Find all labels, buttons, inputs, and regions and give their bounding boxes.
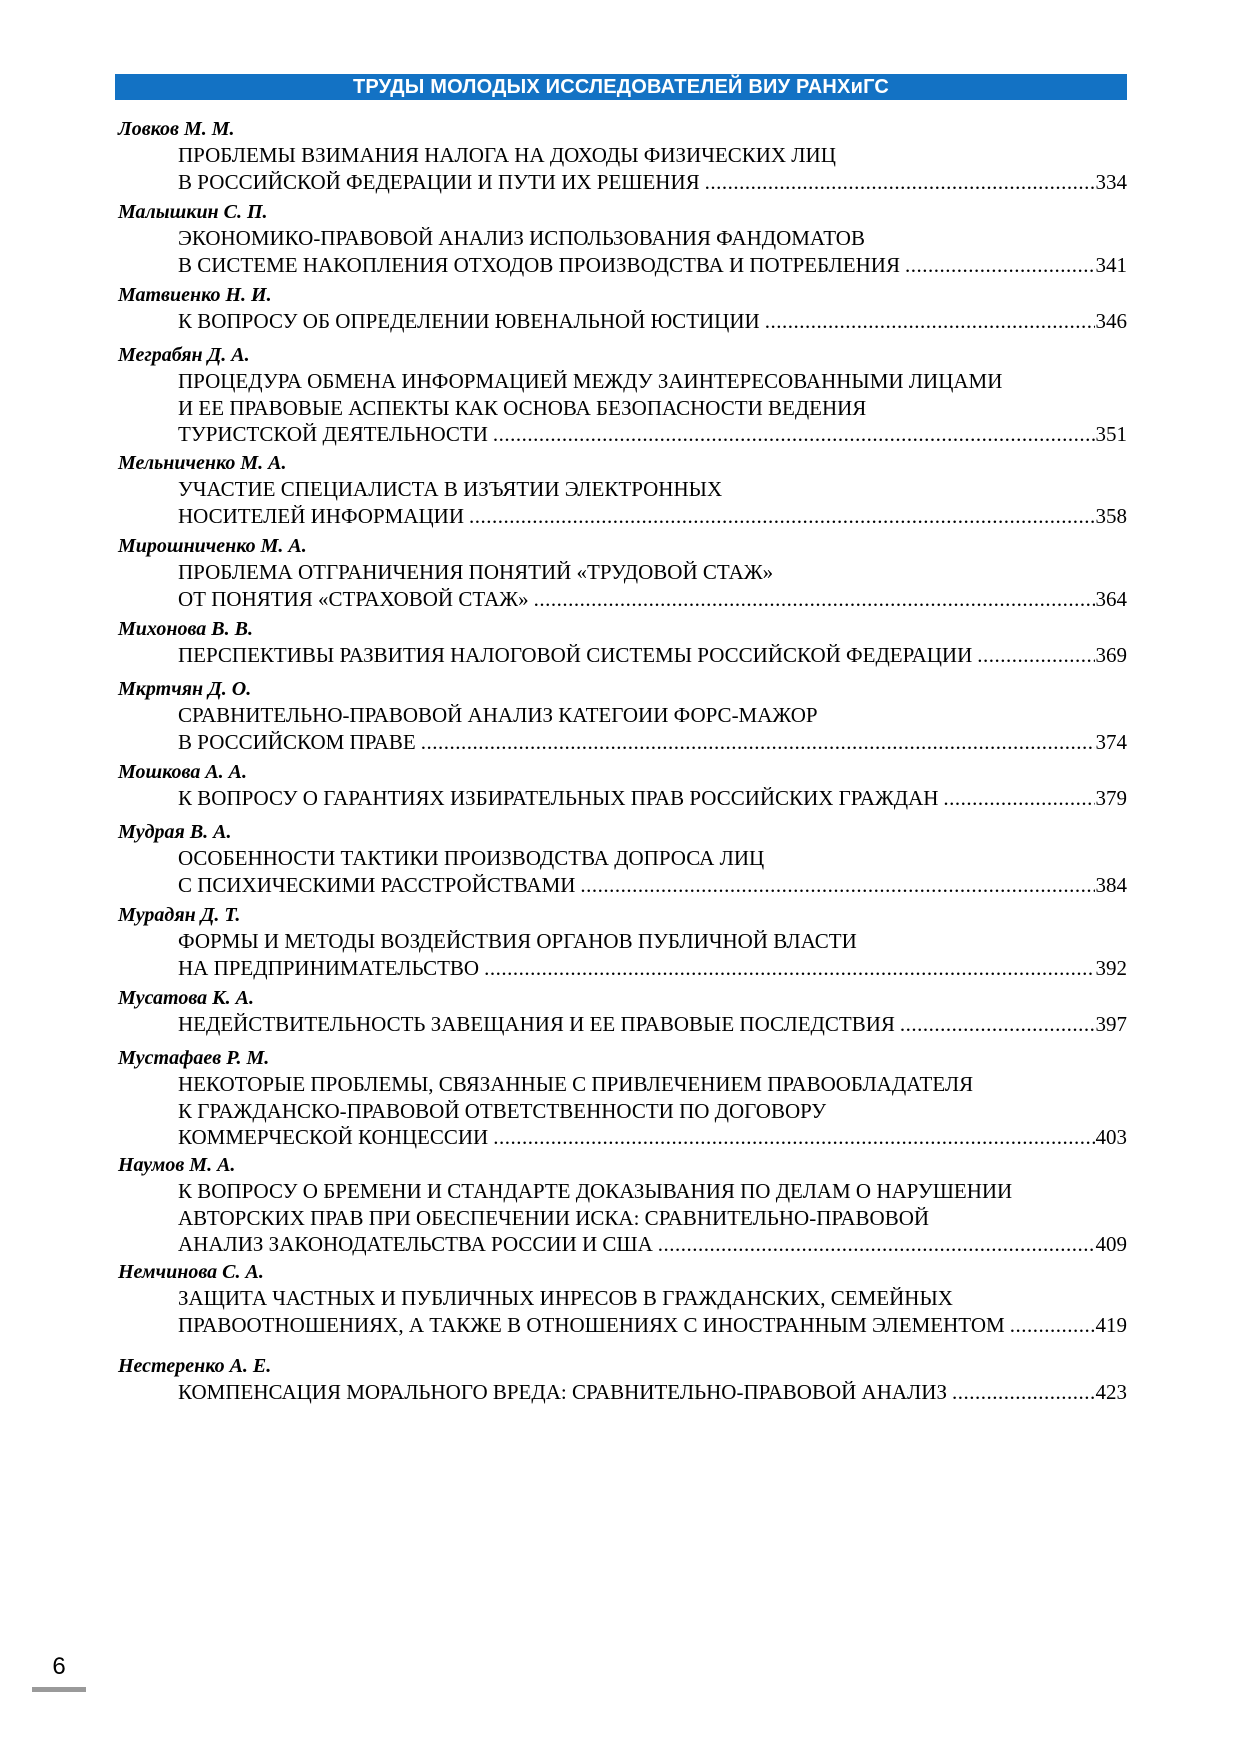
dot-leader xyxy=(977,642,1094,669)
toc-entry-title-line xyxy=(178,225,1127,252)
toc-entry-title-line xyxy=(178,928,1127,955)
toc-entry xyxy=(118,1045,1127,1151)
dot-leader xyxy=(952,1379,1095,1406)
toc-entry xyxy=(118,1353,1127,1406)
toc-entry-page-number: 423 xyxy=(1095,1380,1127,1404)
toc-entry-author: Немчинова С. А. xyxy=(118,1261,264,1283)
toc-entry-page-number: 397 xyxy=(1095,1012,1127,1036)
toc-entry-title-line xyxy=(178,872,1127,899)
toc-entry-title-line xyxy=(178,1312,1127,1339)
toc-entry xyxy=(118,450,1127,529)
toc-entry-title-text: УЧАСТИЕ СПЕЦИАЛИСТА В ИЗЪЯТИИ ЭЛЕКТРОННЫХ xyxy=(178,477,723,501)
dot-leader xyxy=(943,785,1094,812)
toc-entry-title-text: С ПСИХИЧЕСКИМИ РАССТРОЙСТВАМИ xyxy=(178,872,576,897)
toc-entry-author: Меграбян Д. А. xyxy=(118,344,250,366)
toc-entry-author: Мирошниченко М. А. xyxy=(118,535,307,557)
toc-entry-title-line xyxy=(178,1205,1127,1232)
toc-entry-page-number: 341 xyxy=(1095,252,1127,277)
toc-entry-title-line xyxy=(178,1071,1127,1098)
toc-entry-title-line xyxy=(178,1124,1127,1151)
toc-entry-page-number: 419 xyxy=(1095,1312,1127,1337)
toc-entry-title-line xyxy=(178,395,1127,422)
toc-entry-title-line xyxy=(178,252,1127,279)
toc-entry-page-number: 374 xyxy=(1095,729,1127,754)
dot-leader xyxy=(905,252,1095,279)
toc-entry-page-number: 334 xyxy=(1095,169,1127,194)
dot-leader xyxy=(705,169,1095,196)
toc-entry-page-number: 392 xyxy=(1095,955,1127,980)
toc-entry-title-text: К ВОПРОСУ ОБ ОПРЕДЕЛЕНИИ ЮВЕНАЛЬНОЙ ЮСТИЦИИ xyxy=(178,309,760,333)
toc-entry-author: Ловков М. М. xyxy=(118,118,235,140)
toc-entry-title-line xyxy=(178,1285,1127,1312)
dot-leader xyxy=(1010,1312,1095,1339)
page-number: 6 xyxy=(52,1653,66,1680)
toc-entry-page-number: 403 xyxy=(1095,1125,1127,1149)
toc-entry-title-text: НЕКОТОРЫЕ ПРОБЛЕМЫ, СВЯЗАННЫЕ С ПРИВЛЕЧЕНИЕМ ПРАВООБЛАДАТЕЛЯ xyxy=(178,1072,974,1096)
toc-entry-title-text: ЗАЩИТА ЧАСТНЫХ И ПУБЛИЧНЫХ ИНРЕСОВ В ГРАЖДАНСКИХ, СЕМЕЙНЫХ xyxy=(178,1286,953,1310)
toc-entry-title-text: ПРОБЛЕМА ОТГРАНИЧЕНИЯ ПОНЯТИЙ «ТРУДОВОЙ СТАЖ» xyxy=(178,560,774,584)
toc-entry-title-line xyxy=(178,586,1127,613)
toc-entry-title-line xyxy=(178,642,1127,669)
toc-entry-title-text: И ЕЕ ПРАВОВЫЕ АСПЕКТЫ КАК ОСНОВА БЕЗОПАСНОСТИ ВЕДЕНИЯ xyxy=(178,395,867,420)
toc-entry-title-line xyxy=(178,785,1127,812)
toc-entry xyxy=(118,1152,1127,1258)
toc-entry-title-text: АВТОРСКИХ ПРАВ ПРИ ОБЕСПЕЧЕНИИ ИСКА: СРАВНИТЕЛЬНО-ПРАВОВОЙ xyxy=(178,1205,930,1230)
toc-entry-page-number: 351 xyxy=(1095,422,1127,446)
toc-entry-page-number: 364 xyxy=(1095,586,1127,611)
toc-entry xyxy=(118,759,1127,812)
footer-rule xyxy=(32,1687,86,1692)
toc-entry-title-line xyxy=(178,1178,1127,1205)
toc-entry-title-line xyxy=(178,729,1127,756)
toc-entry xyxy=(118,282,1127,335)
toc-entry xyxy=(118,533,1127,612)
toc-entry xyxy=(118,902,1127,981)
toc-entry-title-text: ПРОЦЕДУРА ОБМЕНА ИНФОРМАЦИЕЙ МЕЖДУ ЗАИНТЕРЕСОВАННЫМИ ЛИЦАМИ xyxy=(178,369,1003,393)
toc-entry-author: Мурадян Д. Т. xyxy=(118,904,241,926)
toc-entry-title-line xyxy=(178,503,1127,530)
toc-entry-title-text: ФОРМЫ И МЕТОДЫ ВОЗДЕЙСТВИЯ ОРГАНОВ ПУБЛИЧНОЙ ВЛАСТИ xyxy=(178,929,857,953)
toc-entry-title-line xyxy=(178,308,1127,335)
dot-leader xyxy=(765,308,1095,335)
toc-entry-page-number: 384 xyxy=(1095,872,1127,897)
toc-entry-page-number: 346 xyxy=(1095,309,1127,333)
toc-entry-author: Наумов М. А. xyxy=(118,1154,236,1176)
dot-leader xyxy=(469,503,1095,530)
toc-entry-title-line xyxy=(178,559,1127,586)
toc-entry-title-text: НЕДЕЙСТВИТЕЛЬНОСТЬ ЗАВЕЩАНИЯ И ЕЕ ПРАВОВЫЕ ПОСЛЕДСТВИЯ xyxy=(178,1012,895,1036)
toc-entry-title-line xyxy=(178,1379,1127,1406)
dot-leader xyxy=(421,729,1095,756)
toc-entry-title-line xyxy=(178,702,1127,729)
toc-entry-title-text: ПРОБЛЕМЫ ВЗИМАНИЯ НАЛОГА НА ДОХОДЫ ФИЗИЧЕСКИХ ЛИЦ xyxy=(178,143,836,167)
toc-entry-title-line xyxy=(178,421,1127,448)
toc-entry-author: Мельниченко М. А. xyxy=(118,452,287,474)
toc-entry xyxy=(118,819,1127,898)
toc-entry-title-line xyxy=(178,955,1127,982)
dot-leader xyxy=(493,421,1095,448)
toc-entry-author: Михонова В. В. xyxy=(118,618,253,640)
toc-entry-title-text: ТУРИСТСКОЙ ДЕЯТЕЛЬНОСТИ xyxy=(178,422,488,446)
toc-entry-title-text: ОТ ПОНЯТИЯ «СТРАХОВОЙ СТАЖ» xyxy=(178,586,529,611)
toc-entry-title-text: К ВОПРОСУ О ГАРАНТИЯХ ИЗБИРАТЕЛЬНЫХ ПРАВ РОССИЙСКИХ ГРАЖДАН xyxy=(178,786,939,810)
toc-entry-author: Матвиенко Н. И. xyxy=(118,284,272,306)
toc-entry-author: Мусатова К. А. xyxy=(118,987,255,1009)
toc-entry xyxy=(118,676,1127,755)
dot-leader xyxy=(658,1231,1095,1258)
toc-entry-title-text: В РОССИЙСКОЙ ФЕДЕРАЦИИ И ПУТИ ИХ РЕШЕНИЯ xyxy=(178,169,700,194)
toc-entry-title-line xyxy=(178,1011,1127,1038)
toc-entry-title-text: ПРАВООТНОШЕНИЯХ, А ТАКЖЕ В ОТНОШЕНИЯХ С ИНОСТРАННЫМ ЭЛЕМЕНТОМ xyxy=(178,1312,1005,1337)
toc-entry-title-line xyxy=(178,368,1127,395)
toc-entry-title-line xyxy=(178,169,1127,196)
toc-entry-title-line xyxy=(178,1231,1127,1258)
toc-entry-title-text: КОМПЕНСАЦИЯ МОРАЛЬНОГО ВРЕДА: СРАВНИТЕЛЬНО-ПРАВОВОЙ АНАЛИЗ xyxy=(178,1380,947,1404)
toc-entry-title-text: ЭКОНОМИКО-ПРАВОВОЙ АНАЛИЗ ИСПОЛЬЗОВАНИЯ ФАНДОМАТОВ xyxy=(178,226,865,250)
toc-entry-author: Нестеренко А. Е. xyxy=(118,1355,272,1377)
toc-entry-title-line xyxy=(178,142,1127,169)
toc-entry-title-line xyxy=(178,845,1127,872)
toc-entry xyxy=(118,116,1127,195)
toc-entry xyxy=(118,199,1127,278)
toc-entry-page-number: 369 xyxy=(1095,643,1127,667)
toc-entry-title-line xyxy=(178,476,1127,503)
toc-entry xyxy=(118,1259,1127,1338)
toc-entry-author: Малышкин С. П. xyxy=(118,201,268,223)
toc-entry xyxy=(118,616,1127,669)
toc-entry-title-line xyxy=(178,1098,1127,1125)
toc-entry-author: Мкртчян Д. О. xyxy=(118,678,252,700)
toc-entry-page-number: 379 xyxy=(1095,786,1127,810)
toc-entry-title-text: НА ПРЕДПРИНИМАТЕЛЬСТВО xyxy=(178,955,480,980)
dot-leader xyxy=(534,586,1095,613)
dot-leader xyxy=(580,872,1094,899)
dot-leader xyxy=(900,1011,1095,1038)
toc-entry-title-text: ОСОБЕННОСТИ ТАКТИКИ ПРОИЗВОДСТВА ДОПРОСА ЛИЦ xyxy=(178,846,765,870)
toc-entry-page-number: 409 xyxy=(1095,1232,1127,1256)
toc-entry-title-text: К ГРАЖДАНСКО-ПРАВОВОЙ ОТВЕТСТВЕННОСТИ ПО ДОГОВОРУ xyxy=(178,1098,827,1123)
dot-leader xyxy=(484,955,1094,982)
toc-entry xyxy=(118,342,1127,448)
toc-entry-author: Мошкова А. А. xyxy=(118,761,248,783)
toc-entry-page-number: 358 xyxy=(1095,503,1127,528)
toc-entry-title-text: ПЕРСПЕКТИВЫ РАЗВИТИЯ НАЛОГОВОЙ СИСТЕМЫ РОССИЙСКОЙ ФЕДЕРАЦИИ xyxy=(178,643,973,667)
toc-entry-title-text: НОСИТЕЛЕЙ ИНФОРМАЦИИ xyxy=(178,503,464,528)
toc-entry-title-text: В РОССИЙСКОМ ПРАВЕ xyxy=(178,729,416,754)
dot-leader xyxy=(493,1124,1094,1151)
toc-entry-title-text: СРАВНИТЕЛЬНО-ПРАВОВОЙ АНАЛИЗ КАТЕГОИИ ФОРС-МАЖОР xyxy=(178,703,818,727)
toc-entry-title-text: В СИСТЕМЕ НАКОПЛЕНИЯ ОТХОДОВ ПРОИЗВОДСТВА И ПОТРЕБЛЕНИЯ xyxy=(178,252,900,277)
toc-entry-title-text: АНАЛИЗ ЗАКОНОДАТЕЛЬСТВА РОССИИ И США xyxy=(178,1232,653,1256)
toc-entry xyxy=(118,985,1127,1038)
running-header: ТРУДЫ МОЛОДЫХ ИССЛЕДОВАТЕЛЕЙ ВИУ РАНХиГС xyxy=(115,74,1127,100)
toc-entry-title-text: КОММЕРЧЕСКОЙ КОНЦЕССИИ xyxy=(178,1125,489,1149)
toc-entry-title-text: К ВОПРОСУ О БРЕМЕНИ И СТАНДАРТЕ ДОКАЗЫВАНИЯ ПО ДЕЛАМ О НАРУШЕНИИ xyxy=(178,1179,1013,1203)
toc-entry-author: Мудрая В. А. xyxy=(118,821,232,843)
toc-entry-author: Мустафаев Р. М. xyxy=(118,1047,270,1069)
